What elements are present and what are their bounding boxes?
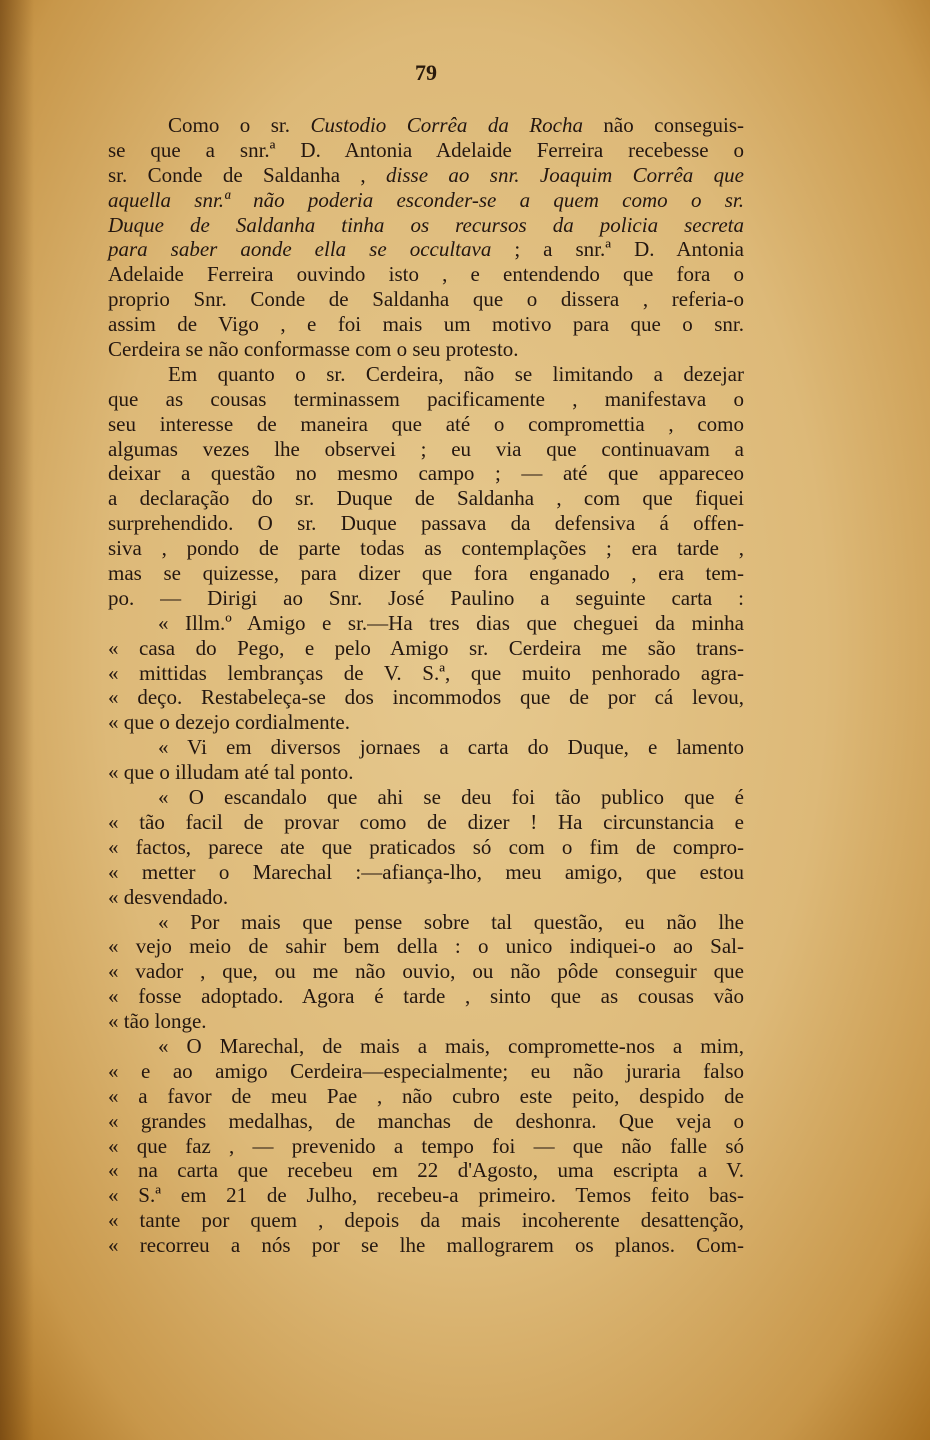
text-run: po. — Dirigi ao Snr. José Paulino a seguinte carta : — [108, 585, 744, 610]
text-line — [108, 760, 744, 785]
text-run: « tante por quem , depois da mais incoherente desattenção, — [108, 1208, 744, 1233]
text-run: « O Marechal, de mais a mais, compromette-nos a mim, — [158, 1033, 744, 1058]
text-line — [108, 387, 744, 412]
text-line — [108, 611, 744, 636]
text-line — [108, 113, 744, 138]
text-line — [108, 735, 744, 760]
text-run: « S.ª em 21 de Julho, recebeu-a primeiro. Temos feito bas- — [108, 1183, 744, 1208]
text-run: surprehendido. O sr. Duque passava da defensiva á offen- — [108, 511, 744, 536]
text-line — [108, 661, 744, 686]
text-line — [108, 437, 744, 462]
text-line — [108, 636, 744, 661]
text-run: « O escandalo que ahi se deu foi tão publico que é — [158, 785, 744, 810]
text-line — [108, 1059, 744, 1084]
text-run: se que a snr.ª D. Antonia Adelaide Ferreira recebesse o — [108, 137, 744, 162]
text-run: « fosse adoptado. Agora é tarde , sinto que as cousas vão — [108, 984, 744, 1009]
text-line — [108, 910, 744, 935]
text-line — [108, 163, 744, 188]
body-text — [108, 113, 744, 1258]
text-run: « deço. Restabeleça-se dos incommodos que de por cá levou, — [108, 685, 744, 710]
text-run: deixar a questão no mesmo campo ; — até que appareceo — [108, 461, 744, 486]
text-run: assim de Vigo , e foi mais um motivo para que o snr. — [108, 312, 744, 337]
text-line — [108, 362, 744, 387]
text-line — [108, 934, 744, 959]
text-run: mas se quizesse, para dizer que fora enganado , era tem- — [108, 561, 744, 586]
text-run: « na carta que recebeu em 22 d'Agosto, uma escripta a V. — [108, 1158, 744, 1183]
italic-text-run: Duque de Saldanha tinha os recursos da policia secreta — [108, 212, 744, 237]
text-line — [108, 536, 744, 561]
text-line — [108, 810, 744, 835]
text-run: « a favor de meu Pae , não cubro este peito, despido de — [108, 1083, 744, 1108]
text-run: « casa do Pego, e pelo Amigo sr. Cerdeira me são trans- — [108, 635, 744, 660]
text-line — [108, 586, 744, 611]
text-line — [108, 561, 744, 586]
text-run: « que faz , — prevenido a tempo foi — que não falle só — [108, 1133, 744, 1158]
binding-shadow — [0, 0, 34, 1440]
text-line — [108, 835, 744, 860]
text-line — [108, 188, 744, 213]
text-run: « que o dezejo cordialmente. — [108, 710, 350, 735]
text-run: « vador , que, ou me não ouvio, ou não pôde conseguir que — [108, 959, 744, 984]
text-line — [108, 984, 744, 1009]
text-run: Adelaide Ferreira ouvindo isto , e entendendo que fora o — [108, 262, 744, 287]
text-run: a declaração do sr. Duque de Saldanha , com que fiquei — [108, 486, 744, 511]
text-run: « recorreu a nós por se lhe mallograrem os planos. Com- — [108, 1233, 744, 1258]
text-line — [108, 1134, 744, 1159]
text-line — [108, 785, 744, 810]
text-line — [108, 1158, 744, 1183]
text-run: « e ao amigo Cerdeira—especialmente; eu não juraria falso — [108, 1058, 744, 1083]
text-line — [108, 486, 744, 511]
text-run: « vejo meio de sahir bem della : o unico indiquei-o ao Sal- — [108, 934, 744, 959]
text-run: algumas vezes lhe observei ; eu via que continuavam a — [108, 436, 744, 461]
italic-text-run: Custodio Corrêa da Rocha — [310, 113, 583, 137]
text-run: « Illm.º Amigo e sr.—Ha tres dias que cheguei da minha — [158, 610, 744, 635]
page-number: 79 — [415, 60, 437, 85]
text-run: siva , pondo de parte todas as contemplações ; era tarde , — [108, 536, 744, 561]
text-line — [108, 461, 744, 486]
text-run: « desvendado. — [108, 884, 229, 909]
text-run: Cerdeira se não conformasse com o seu protesto. — [108, 337, 519, 362]
italic-text-run: para saber aonde ella se occultava — [108, 237, 492, 262]
text-run: Como o sr. — [168, 113, 311, 137]
text-run: « factos, parece ate que praticados só com o fim de compro- — [108, 834, 744, 859]
text-line — [108, 860, 744, 885]
text-line — [108, 959, 744, 984]
text-line — [108, 1208, 744, 1233]
text-line — [108, 710, 744, 735]
text-line — [108, 1034, 744, 1059]
text-line — [108, 312, 744, 337]
text-run: « mittidas lembranças de V. S.ª, que muito penhorado agra- — [108, 660, 744, 685]
text-line — [108, 1183, 744, 1208]
text-run: « metter o Marechal :—afiança-lho, meu amigo, que estou — [108, 859, 744, 884]
text-line — [108, 885, 744, 910]
italic-text-run: aquella snr.ª não poderia esconder-se a quem como o sr. — [108, 187, 744, 212]
text-run: « grandes medalhas, de manchas de deshonra. Que veja o — [108, 1108, 744, 1133]
text-line — [108, 685, 744, 710]
text-run: « tão longe. — [108, 1009, 207, 1034]
text-line — [108, 237, 744, 262]
text-line — [108, 262, 744, 287]
text-run: proprio Snr. Conde de Saldanha que o dissera , referia-o — [108, 287, 744, 312]
text-run: « que o illudam até tal ponto. — [108, 760, 354, 785]
text-line — [108, 1084, 744, 1109]
italic-text-run: disse ao snr. Joaquim Corrêa que — [386, 162, 744, 187]
text-line — [108, 1233, 744, 1258]
text-line — [108, 1009, 744, 1034]
text-run: « Por mais que pense sobre tal questão, eu não lhe — [158, 909, 744, 934]
text-line — [108, 213, 744, 238]
text-run: sr. Conde de Saldanha , — [108, 162, 387, 187]
text-run: não conseguis- — [582, 113, 744, 137]
text-line — [108, 138, 744, 163]
text-line — [108, 511, 744, 536]
text-line — [108, 337, 744, 362]
text-line — [108, 1109, 744, 1134]
text-line — [108, 412, 744, 437]
text-run: « Vi em diversos jornaes a carta do Duque, e lamento — [158, 735, 744, 760]
text-run: Em quanto o sr. Cerdeira, não se limitando a dezejar — [168, 361, 744, 386]
text-run: que as cousas terminassem pacificamente , manifestava o — [108, 386, 744, 411]
text-run: seu interesse de maneira que até o compromettia , como — [108, 411, 744, 436]
text-run: « tão facil de provar como de dizer ! Ha circunstancia e — [108, 809, 744, 834]
text-line — [108, 287, 744, 312]
text-run: ; a snr.ª D. Antonia — [491, 237, 744, 262]
